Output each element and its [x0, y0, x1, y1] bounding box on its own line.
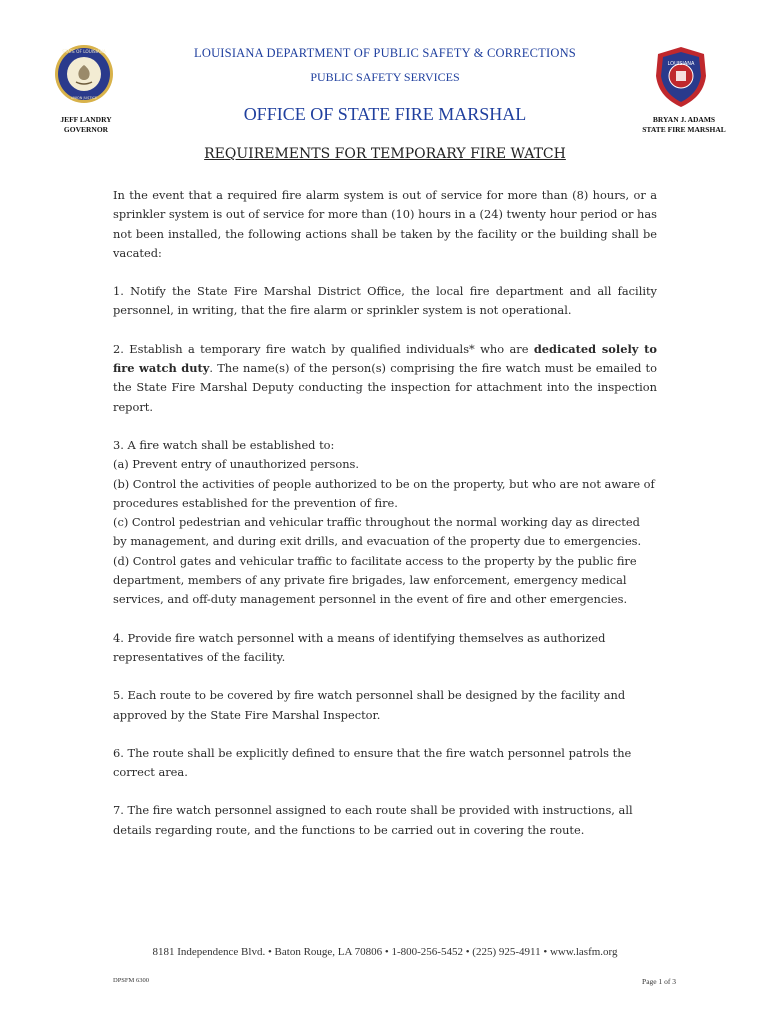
requirement-item-6: 6. The route shall be explicitly defined to ensure that the fire watch personnel patrols the correct area.: [113, 745, 632, 780]
fire-marshal-name: BRYAN J. ADAMS: [652, 115, 716, 124]
department-name: LOUISIANA DEPARTMENT OF PUBLIC SAFETY & CORRECTIONS: [194, 46, 576, 60]
item-3-heading: 3. A fire watch shall be established to:: [113, 437, 335, 452]
requirement-item-1: 1. Notify the State Fire Marshal District Office, the local fire department and all facility personnel, in writing, that the fire alarm or sprinkler system is not operational.: [113, 284, 657, 318]
requirement-item-7: 7. The fire watch personnel assigned to each route shall be provided with instructions, all details regarding route, and the functions to be carried out in covering the route.: [113, 803, 633, 837]
governor-name: JEFF LANDRY: [60, 115, 112, 124]
requirement-item-4: 4. Provide fire watch personnel with a means of identifying themselves as authorized representatives of the facility.: [113, 630, 606, 664]
item-3-d: (d) Control gates and vehicular traffic to facilitate access to the property by the public fire department, members of any private fire brigades, law enforcement, emergency medical services, and off-duty management personnel in the event of fire and other emergencies.: [113, 553, 637, 607]
requirement-item-5: 5. Each route to be covered by fire watch personnel shall be designed by the facility and approved by the State Fire Marshal Inspector.: [113, 688, 626, 722]
services-name: PUBLIC SAFETY SERVICES: [310, 70, 460, 84]
item-3-b: (b) Control the activities of people authorized to be on the property, but who are not aware of procedures established for the prevention of fire.: [113, 476, 655, 510]
form-code: DPSFM 6300: [113, 977, 149, 984]
item-3-a: (a) Prevent entry of unauthorized persons.: [113, 457, 360, 472]
requirement-item-3: [113, 436, 657, 610]
governor-block: [30, 115, 142, 135]
item-2-prefix: 2. Establish a temporary fire watch by qualified individuals* who are: [113, 341, 534, 356]
document-body: [113, 186, 657, 859]
svg-text:UNION JUSTICE: UNION JUSTICE: [70, 96, 98, 100]
fire-marshal-title: STATE FIRE MARSHAL: [642, 125, 726, 134]
document-title: REQUIREMENTS FOR TEMPORARY FIRE WATCH: [204, 146, 566, 162]
page-number: Page 1 of 3: [642, 977, 676, 986]
svg-text:LOUISIANA: LOUISIANA: [667, 61, 695, 67]
item-2-suffix: . The name(s) of the person(s) comprising the fire watch must be emailed to the State Fire Marshal Deputy conducting the inspection for attachment into the inspection report.: [113, 361, 657, 414]
office-name: OFFICE OF STATE FIRE MARSHAL: [243, 104, 527, 124]
item-2-emphasis: dedicated solely to fire watch duty: [113, 341, 657, 376]
item-3-c: (c) Control pedestrian and vehicular traffic throughout the normal working day as directed by management, and during exit drills, and evacuation of the property due to emergencies.: [113, 515, 642, 549]
requirement-item-2: [113, 340, 657, 417]
fire-marshal-block: [628, 115, 740, 135]
intro-paragraph: In the event that a required fire alarm system is out of service for more than (8) hours, or a sprinkler system is out of service for more than (10) hours in a (24) twenty hour period or has not been installed, the following actions shall be taken by the facility or the building shall be vacated:: [113, 188, 657, 260]
svg-text:STATE OF LOUISIANA: STATE OF LOUISIANA: [62, 49, 106, 54]
governor-title: GOVERNOR: [63, 125, 109, 134]
footer-address: 8181 Independence Blvd. • Baton Rouge, LA 70806 • 1-800-256-5452 • (225) 925-4911 • www.lasfm.org: [152, 946, 618, 958]
